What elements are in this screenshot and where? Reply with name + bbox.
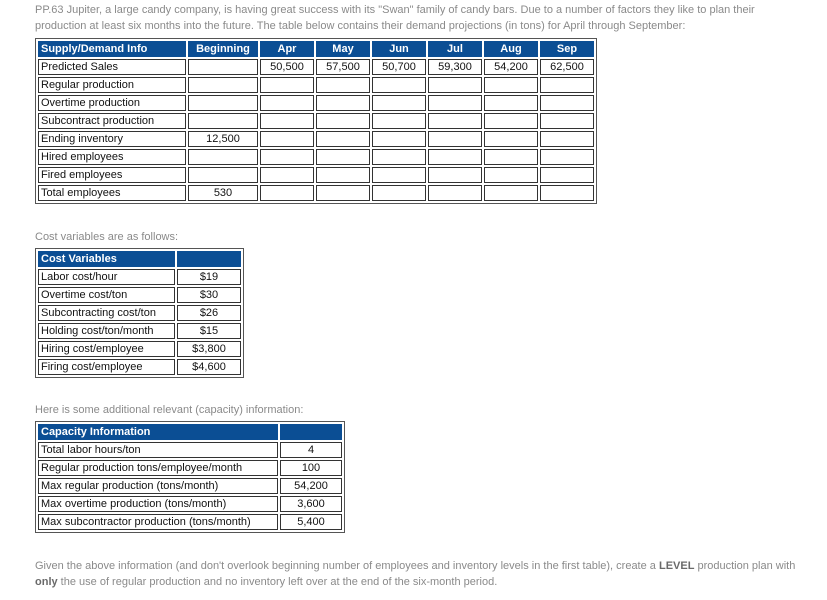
capacity-row [38, 442, 342, 458]
demand-cell [540, 149, 594, 165]
demand-cell: 50,500 [260, 59, 314, 75]
demand-header-sep: Sep [540, 41, 594, 57]
demand-cell: 54,200 [484, 59, 538, 75]
demand-cell [316, 113, 370, 129]
demand-cell [372, 131, 426, 147]
demand-cell [188, 113, 258, 129]
cost-row [38, 323, 241, 339]
demand-row [38, 95, 594, 111]
cost-label: Overtime cost/ton [38, 287, 175, 303]
cost-label: Subcontracting cost/ton [38, 305, 175, 321]
cost-header-row [38, 251, 241, 267]
capacity-row [38, 478, 342, 494]
demand-row [38, 185, 594, 201]
cost-row [38, 359, 241, 375]
demand-cell: 12,500 [188, 131, 258, 147]
cost-value: $15 [177, 323, 241, 339]
cost-value: $3,800 [177, 341, 241, 357]
demand-cell [428, 149, 482, 165]
demand-cell [188, 167, 258, 183]
demand-header-beginning: Beginning [188, 41, 258, 57]
demand-row-label: Predicted Sales [38, 59, 186, 75]
demand-cell [540, 95, 594, 111]
cost-value: $26 [177, 305, 241, 321]
demand-row [38, 59, 594, 75]
capacity-label: Max overtime production (tons/month) [38, 496, 278, 512]
capacity-header-label: Capacity Information [38, 424, 278, 440]
demand-row-label: Total employees [38, 185, 186, 201]
cost-value: $30 [177, 287, 241, 303]
demand-cell [316, 131, 370, 147]
capacity-table [35, 421, 345, 533]
demand-cell [428, 131, 482, 147]
demand-cell [188, 59, 258, 75]
capacity-row [38, 460, 342, 476]
capacity-row [38, 496, 342, 512]
cost-label: Labor cost/hour [38, 269, 175, 285]
demand-cell [188, 95, 258, 111]
demand-cell [316, 185, 370, 201]
cost-variables-table [35, 248, 244, 378]
demand-cell [260, 77, 314, 93]
demand-cell [316, 95, 370, 111]
demand-cell [260, 167, 314, 183]
cost-header-label: Cost Variables [38, 251, 175, 267]
demand-header-jul: Jul [428, 41, 482, 57]
demand-cell [260, 149, 314, 165]
cost-row [38, 287, 241, 303]
demand-cell [372, 167, 426, 183]
demand-cell [484, 113, 538, 129]
demand-row [38, 131, 594, 147]
demand-cell [484, 149, 538, 165]
cost-value: $19 [177, 269, 241, 285]
demand-row-label: Fired employees [38, 167, 186, 183]
demand-cell [372, 77, 426, 93]
demand-row-label: Regular production [38, 77, 186, 93]
cost-row [38, 305, 241, 321]
demand-row-label: Ending inventory [38, 131, 186, 147]
demand-header-apr: Apr [260, 41, 314, 57]
capacity-label: Max regular production (tons/month) [38, 478, 278, 494]
demand-cell [372, 149, 426, 165]
cost-row [38, 269, 241, 285]
demand-row [38, 113, 594, 129]
cost-label: Holding cost/ton/month [38, 323, 175, 339]
capacity-label: Total labor hours/ton [38, 442, 278, 458]
demand-cell [260, 113, 314, 129]
demand-row-label: Overtime production [38, 95, 186, 111]
demand-cell [316, 167, 370, 183]
capacity-row [38, 514, 342, 530]
cost-intro-text: Cost variables are as follows: [35, 231, 179, 243]
demand-cell [372, 185, 426, 201]
demand-cell [372, 95, 426, 111]
cost-label: Hiring cost/employee [38, 341, 175, 357]
demand-header-row [38, 41, 594, 57]
cost-row [38, 341, 241, 357]
closing-text-3: the use of regular production and no inventory left over at the end of the six-month period. [57, 576, 498, 588]
capacity-value: 4 [280, 442, 342, 458]
capacity-intro-text: Here is some additional relevant (capacity) information: [35, 404, 304, 416]
demand-header-may: May [316, 41, 370, 57]
demand-table [35, 38, 597, 204]
demand-cell [540, 113, 594, 129]
closing-paragraph [35, 558, 805, 590]
demand-cell: 59,300 [428, 59, 482, 75]
capacity-value: 3,600 [280, 496, 342, 512]
capacity-value: 100 [280, 460, 342, 476]
closing-text-1: Given the above information (and don't overlook beginning number of employees and inventory levels in the first table), create a [35, 560, 659, 572]
demand-header-info: Supply/Demand Info [38, 41, 186, 57]
demand-header-jun: Jun [372, 41, 426, 57]
demand-cell [260, 131, 314, 147]
demand-cell: 50,700 [372, 59, 426, 75]
capacity-value: 5,400 [280, 514, 342, 530]
capacity-label: Max subcontractor production (tons/month) [38, 514, 278, 530]
demand-cell: 57,500 [316, 59, 370, 75]
capacity-header-row [38, 424, 342, 440]
cost-value: $4,600 [177, 359, 241, 375]
demand-cell [260, 95, 314, 111]
intro-paragraph: PP.63 Jupiter, a large candy company, is having great success with its "Swan" family of candy bars. Due to a number of factors they like to plan their production at least six months into the future. The table below contains their demand projections (in tons) for April through September: [35, 4, 755, 32]
demand-cell [484, 95, 538, 111]
demand-cell [484, 167, 538, 183]
demand-row [38, 77, 594, 93]
capacity-label: Regular production tons/employee/month [38, 460, 278, 476]
demand-cell [316, 77, 370, 93]
demand-cell [188, 77, 258, 93]
cost-header-value [177, 251, 241, 267]
demand-cell [484, 131, 538, 147]
demand-cell [540, 185, 594, 201]
demand-cell [484, 77, 538, 93]
closing-text-2: production plan with [694, 560, 796, 572]
demand-cell [540, 77, 594, 93]
demand-row-label: Subcontract production [38, 113, 186, 129]
demand-cell: 62,500 [540, 59, 594, 75]
demand-header-aug: Aug [484, 41, 538, 57]
demand-cell [428, 185, 482, 201]
capacity-header-value [280, 424, 342, 440]
demand-row-label: Hired employees [38, 149, 186, 165]
closing-bold-level: LEVEL [658, 560, 695, 572]
demand-row [38, 167, 594, 183]
demand-cell [372, 113, 426, 129]
closing-bold-only: only [35, 576, 58, 588]
demand-cell [428, 167, 482, 183]
demand-cell [428, 95, 482, 111]
demand-cell [316, 149, 370, 165]
demand-cell [428, 113, 482, 129]
demand-cell: 530 [188, 185, 258, 201]
demand-cell [540, 131, 594, 147]
demand-cell [260, 185, 314, 201]
demand-row [38, 149, 594, 165]
cost-label: Firing cost/employee [38, 359, 175, 375]
demand-cell [484, 185, 538, 201]
demand-cell [540, 167, 594, 183]
demand-cell [188, 149, 258, 165]
capacity-value: 54,200 [280, 478, 342, 494]
demand-cell [428, 77, 482, 93]
